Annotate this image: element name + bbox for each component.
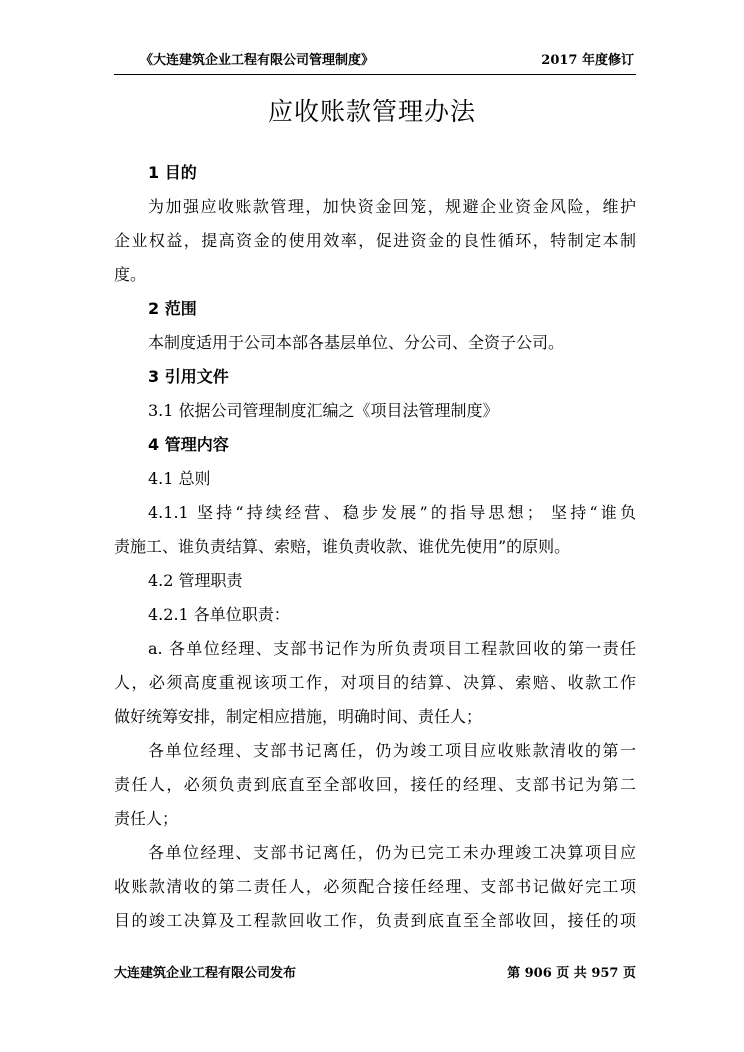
header-revision-year: 2017 年度修订 [541, 53, 634, 68]
paragraph-line: 本制度适用于公司本部各基层单位、分公司、全资子公司。 [148, 333, 565, 352]
paragraph-line: 为加强应收账款管理，加快资金回笼，规避企业资金风险，维护 [148, 197, 636, 216]
footer-publisher: 大连建筑企业工程有限公司发布 [114, 966, 297, 981]
subsection-heading: 4.1 总则 [148, 469, 211, 488]
paragraph-line: 各单位经理、支部书记离任，仍为竣工项目应收账款清收的第一 [148, 741, 636, 760]
paragraph-line: 人，必须高度重视该项工作，对项目的结算、决算、索赔、收款工作 [114, 673, 636, 692]
section-heading-references: 3 引用文件 [148, 367, 229, 386]
subsection-heading: 4.2.1 各单位职责： [148, 605, 290, 624]
section-heading-scope: 2 范围 [148, 299, 197, 318]
paragraph-line: 责任人； [114, 809, 179, 828]
paragraph-line: 企业权益，提高资金的使用效率，促进资金的良性循环，特制定本制 [114, 231, 636, 250]
paragraph-line: 责施工、谁负责结算、索赔，谁负责收款、谁优先使用”的原则。 [114, 537, 571, 556]
paragraph-line: 3.1 依据公司管理制度汇编之《项目法管理制度》 [148, 401, 499, 420]
paragraph-line: 4.1.1 坚持“持续经营、稳步发展”的指导思想； 坚持“谁负 [148, 503, 636, 522]
page-header [114, 50, 636, 75]
section-heading-management-content: 4 管理内容 [148, 435, 229, 454]
section-heading-purpose: 1 目的 [148, 163, 197, 182]
footer-page-number: 第 906 页 共 957 页 [507, 966, 636, 981]
header-document-name: 《大连建筑企业工程有限公司管理制度》 [140, 53, 375, 68]
paragraph-line: 度。 [114, 265, 147, 284]
document-title: 应收账款管理办法 [267, 97, 476, 126]
paragraph-line: 收账款清收的第二责任人，必须配合接任经理、支部书记做好完工项 [114, 877, 636, 896]
paragraph-line: 做好统筹安排，制定相应措施，明确时间、责任人； [114, 707, 483, 726]
paragraph-line: a. 各单位经理、支部书记作为所负责项目工程款回收的第一责任 [148, 639, 636, 658]
subsection-heading: 4.2 管理职责 [148, 571, 243, 590]
paragraph-line: 目的竣工决算及工程款回收工作，负责到底直至全部收回，接任的项 [114, 911, 636, 930]
document-body [114, 156, 636, 938]
paragraph-line: 责任人，必须负责到底直至全部收回，接任的经理、支部书记为第二 [114, 775, 636, 794]
page-footer [114, 958, 636, 982]
paragraph-line: 各单位经理、支部书记离任，仍为已完工未办理竣工决算项目应 [148, 843, 636, 862]
